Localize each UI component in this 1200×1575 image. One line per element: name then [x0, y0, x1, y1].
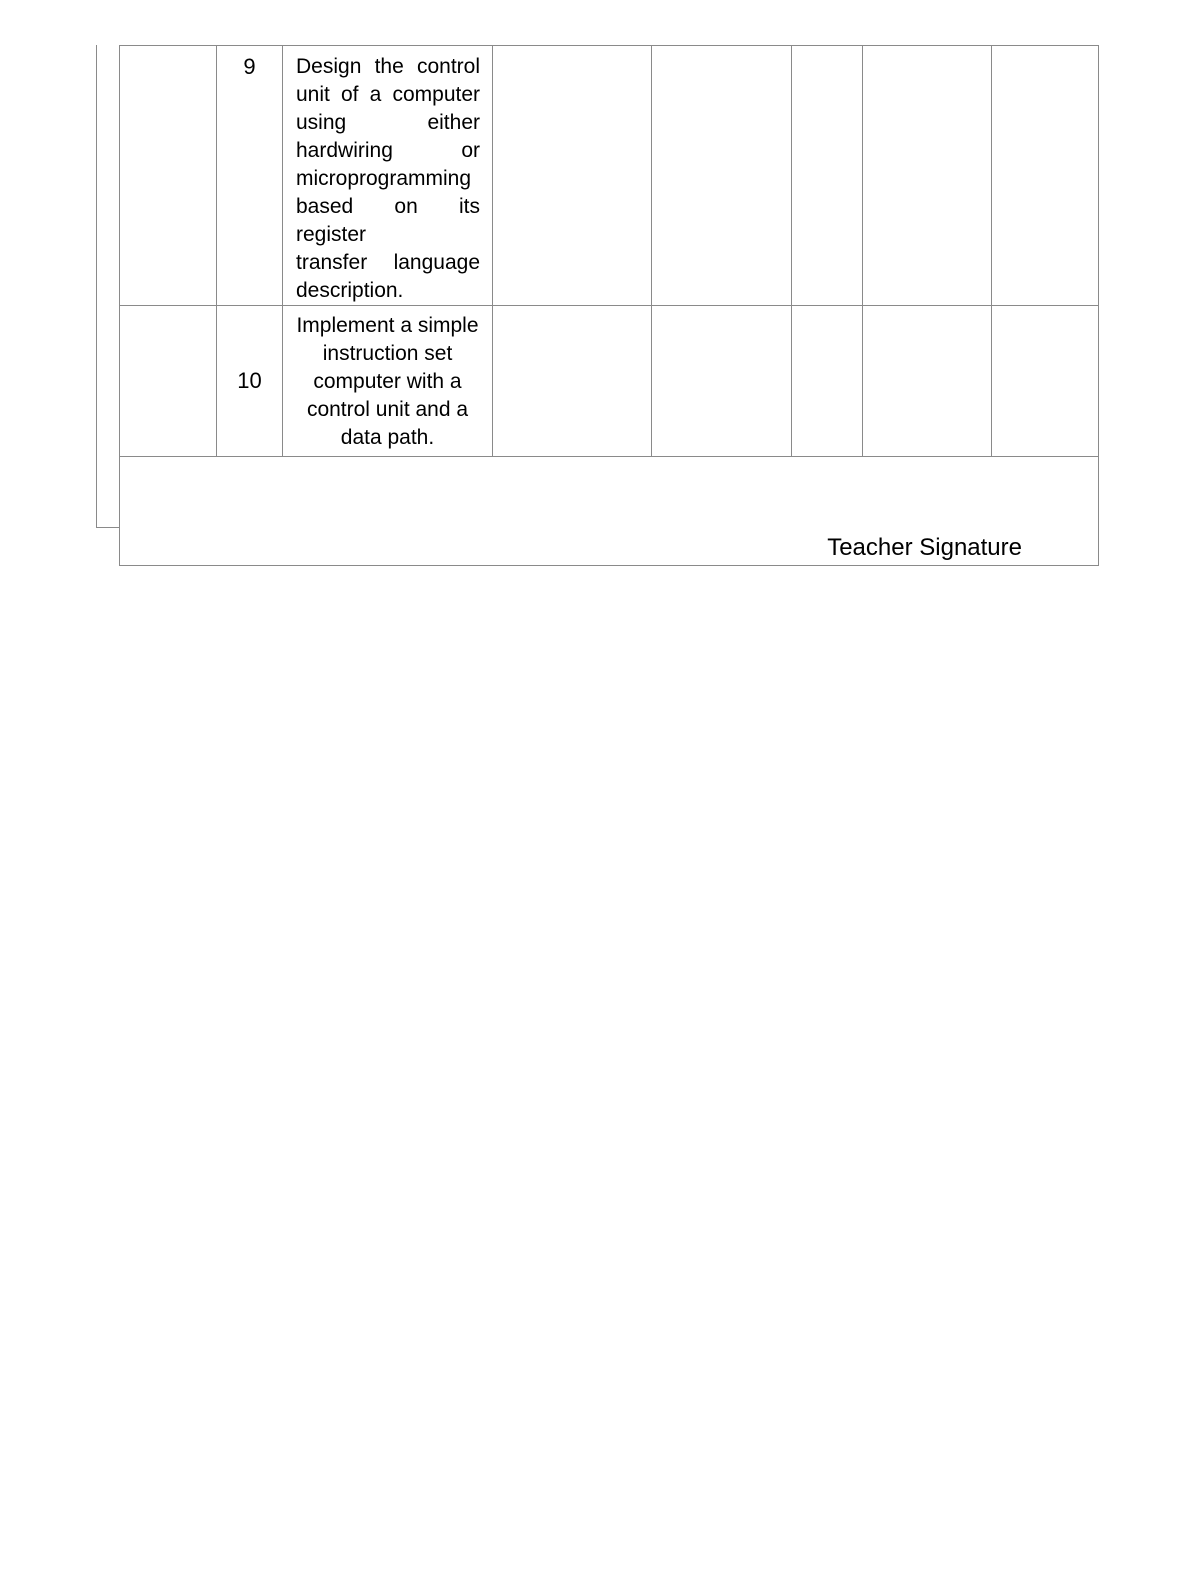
empty-cell — [992, 46, 1099, 306]
empty-cell — [652, 306, 792, 457]
outer-border-bottom — [96, 527, 120, 528]
empty-cell — [792, 306, 863, 457]
empty-cell — [120, 46, 217, 306]
description-line: instruction set — [322, 342, 453, 365]
empty-cell — [863, 46, 992, 306]
description-line: using either — [296, 111, 480, 134]
experiment-description — [283, 46, 493, 306]
signature-cell — [120, 457, 1099, 566]
empty-cell — [120, 306, 217, 457]
description-line: unit of a computer — [296, 83, 480, 106]
table-row — [120, 306, 1099, 457]
experiment-number: 10 — [217, 306, 283, 457]
empty-cell — [652, 46, 792, 306]
description-line: microprogramming — [296, 167, 472, 190]
empty-cell — [493, 46, 652, 306]
experiment-description — [283, 306, 493, 457]
outer-border-left — [96, 45, 97, 527]
description-line: data path. — [340, 426, 435, 449]
experiment-table — [119, 45, 1099, 566]
empty-cell — [992, 306, 1099, 457]
empty-cell — [863, 306, 992, 457]
description-line: Implement a simple — [296, 314, 479, 337]
description-line: description. — [296, 279, 404, 302]
description-line: control unit and a — [306, 398, 469, 421]
description-line: based on its register — [296, 195, 480, 246]
table-row — [120, 46, 1099, 306]
description-line: transfer language — [296, 251, 480, 274]
empty-cell — [792, 46, 863, 306]
teacher-signature-label: Teacher Signature — [827, 534, 1022, 561]
experiment-number: 9 — [217, 46, 283, 306]
description-line: computer with a — [313, 370, 462, 393]
description-line: hardwiring or — [296, 139, 480, 162]
signature-row — [120, 457, 1099, 566]
empty-cell — [493, 306, 652, 457]
description-line: Design the control — [296, 55, 480, 78]
